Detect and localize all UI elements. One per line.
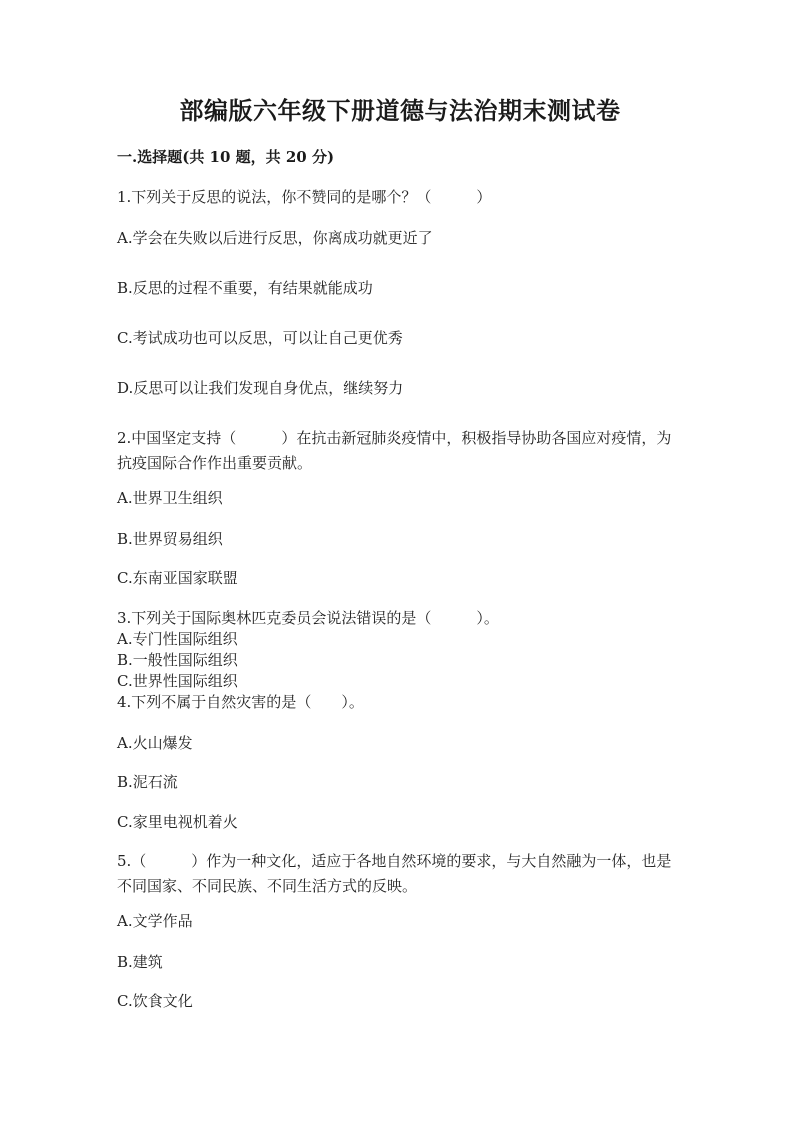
question-4-option-c: C.家里电视机着火 xyxy=(117,813,238,831)
section-heading: 一.选择题(共 10 题，共 20 分) xyxy=(117,148,335,166)
question-2-option-b: B.世界贸易组织 xyxy=(117,530,223,548)
question-2-option-a: A.世界卫生组织 xyxy=(117,489,223,507)
question-1-option-c: C.考试成功也可以反思，可以让自己更优秀 xyxy=(117,329,403,347)
question-4-option-b: B.泥石流 xyxy=(117,773,178,791)
question-5-option-a: A.文学作品 xyxy=(117,912,193,930)
question-4-stem: 4.下列不属于自然灾害的是（ ）。 xyxy=(117,693,364,711)
question-5-stem: 5.（ ）作为一种文化，适应于各地自然环境的要求，与大自然融为一体，也是不同国家、不同民族、不同生活方式的反映。 xyxy=(117,852,672,895)
question-5-option-c: C.饮食文化 xyxy=(117,992,193,1010)
question-1-option-d: D.反思可以让我们发现自身优点，继续努力 xyxy=(117,379,404,397)
question-3-option-b: B.一般性国际组织 xyxy=(117,651,238,669)
question-1-option-b: B.反思的过程不重要，有结果就能成功 xyxy=(117,279,373,297)
question-1-stem: 1.下列关于反思的说法，你不赞同的是哪个？（ ） xyxy=(117,188,492,206)
page-title: 部编版六年级下册道德与法治期末测试卷 xyxy=(179,96,621,125)
question-2-stem: 2.中国坚定支持（ ）在抗击新冠肺炎疫情中，积极指导协助各国应对疫情，为抗疫国际合作作出重要贡献。 xyxy=(117,429,672,472)
question-2-option-c: C.东南亚国家联盟 xyxy=(117,569,238,587)
question-3-option-c: C.世界性国际组织 xyxy=(117,672,238,690)
question-1-option-a: A.学会在失败以后进行反思，你离成功就更近了 xyxy=(117,229,433,247)
question-3-option-a: A.专门性国际组织 xyxy=(117,630,238,648)
question-5-option-b: B.建筑 xyxy=(117,953,163,971)
question-3-stem: 3.下列关于国际奥林匹克委员会说法错误的是（ ）。 xyxy=(117,609,499,627)
question-4-option-a: A.火山爆发 xyxy=(117,734,193,752)
